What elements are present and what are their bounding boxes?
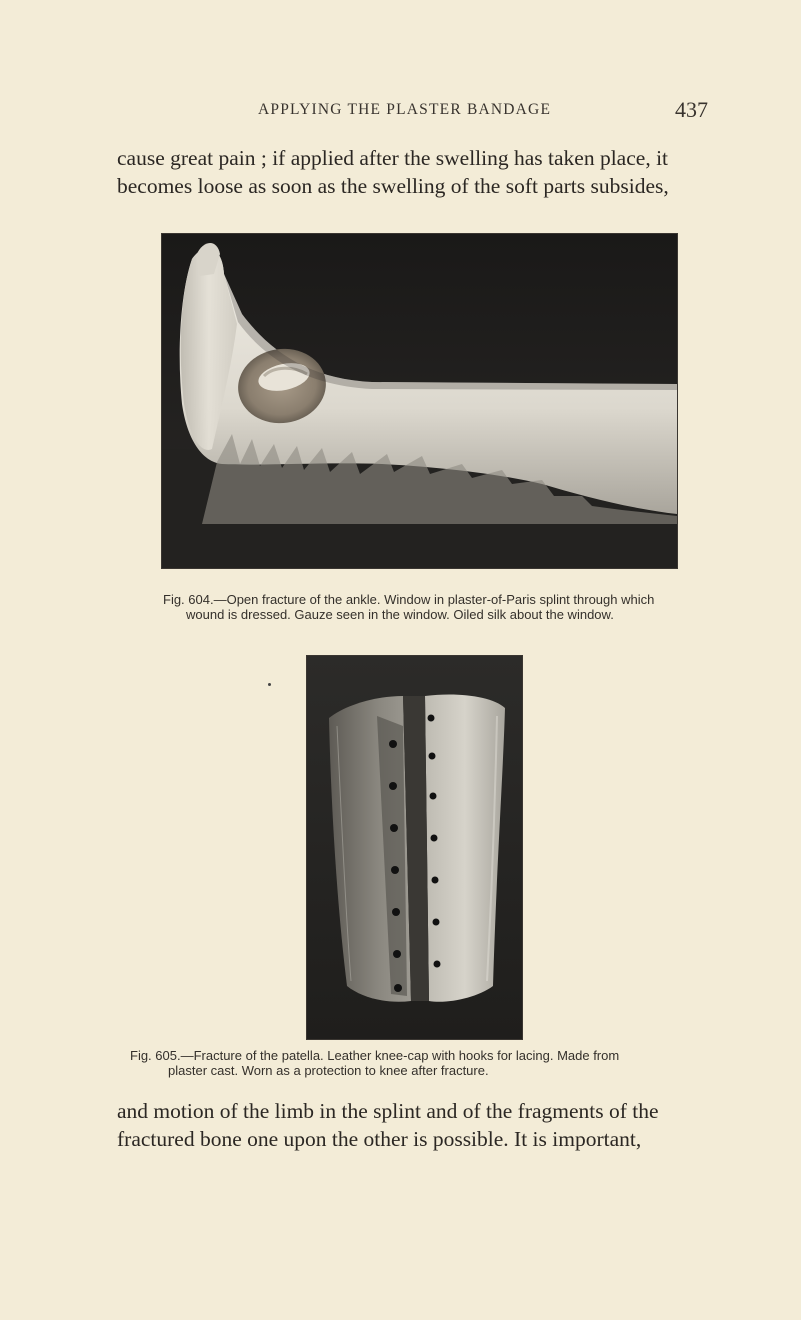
stray-ink-dot: [268, 683, 271, 686]
knee-cap-illustration: [307, 656, 522, 1039]
caption-line: plaster cast. Worn as a protection to knee after fracture.: [168, 1063, 489, 1078]
caption-line: Fig. 605.—Fracture of the patella. Leather knee-cap with hooks for lacing. Made from: [130, 1048, 620, 1063]
caption-line: Fig. 604.—Open fracture of the ankle. Window in plaster-of-Paris splint through which: [163, 592, 655, 607]
figure-605-photo: [306, 655, 523, 1040]
running-head: [0, 97, 801, 127]
paragraph-line: cause great pain ; if applied after the swelling has taken place, it: [117, 146, 669, 170]
leg-splint-illustration: [162, 234, 677, 568]
paragraph-bottom: [117, 1098, 737, 1153]
running-title: APPLYING THE PLASTER BANDAGE: [258, 101, 552, 118]
figure-605-caption: [130, 1048, 619, 1078]
paragraph-line: becomes loose as soon as the swelling of the soft parts subsides,: [117, 173, 669, 198]
paragraph-top: [117, 145, 737, 200]
paragraph-line: and motion of the limb in the splint and of the fragments of the: [117, 1099, 659, 1123]
figure-604-caption: [163, 592, 654, 622]
paragraph-line: fractured bone one upon the other is possible. It is important,: [117, 1126, 642, 1151]
caption-line: wound is dressed. Gauze seen in the window. Oiled silk about the window.: [186, 607, 614, 622]
figure-604-photo: [161, 233, 678, 569]
page-number: 437: [675, 97, 708, 122]
